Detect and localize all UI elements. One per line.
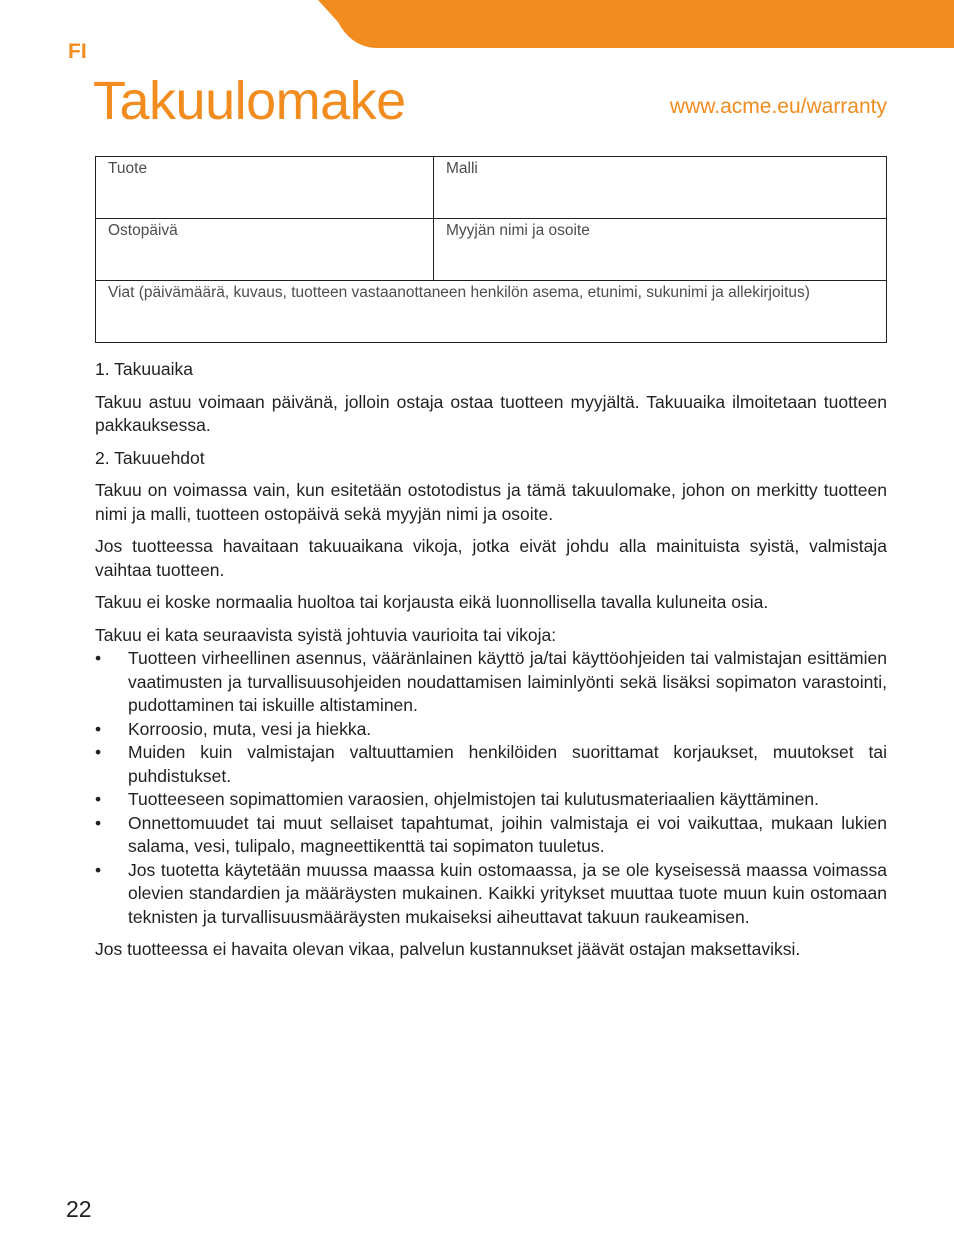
closing-paragraph: Jos tuotteessa ei havaita olevan vikaa, palvelun kustannukset jäävät ostajan maksettaviksi. — [95, 939, 801, 959]
header-orange-tab — [0, 0, 954, 50]
model-field[interactable]: Malli — [434, 157, 887, 219]
bullet-icon: • — [95, 789, 102, 809]
section1-heading: 1. Takuuaika — [95, 359, 193, 379]
defects-field[interactable]: Viat (päivämäärä, kuvaus, tuotteen vastaanottaneen henkilön asema, etunimi, sukunimi ja allekirjoitus) — [96, 281, 887, 343]
section2-heading: 2. Takuuehdot — [95, 447, 205, 468]
section2-paragraph-2: Jos tuotteessa havaitaan takuuaikana vikoja, jotka eivät johdu alla mainituista syistä, valmistaja vaihtaa tuotteen. — [95, 536, 887, 580]
exclusions-intro: Takuu ei kata seuraavista syistä johtuvia vaurioita tai vikoja: — [95, 624, 557, 645]
warranty-terms — [95, 358, 887, 971]
list-item: • Muiden kuin valmistajan valtuuttamien henkilöiden suorittamat korjaukset, muutokset tai puhdistukset. — [95, 742, 887, 786]
bullet-icon: • — [95, 859, 102, 880]
warranty-form-table — [95, 156, 887, 343]
seller-field[interactable]: Myyjän nimi ja osoite — [434, 219, 887, 281]
section2-paragraph-3: Takuu ei koske normaalia huoltoa tai korjausta eikä luonnollisella tavalla kuluneita osia. — [95, 592, 769, 612]
list-item: • Tuotteen virheellinen asennus, vääränlainen käyttö ja/tai käyttöohjeiden tai valmistajan esittämien vaatimusten ja turvallisuusohjeiden noudattamisen laiminlyönti sekä lisäksi sopimaton varastointi, pudottaminen tai iskuille altistaminen. — [95, 648, 887, 715]
bullet-icon: • — [95, 742, 102, 762]
list-item: • Jos tuotetta käytetään muussa maassa kuin ostomaassa, ja se ole kyseisessä maassa voimassa olevien standardien ja määräysten mukainen. Kaikki yritykset muuttaa tuote muun kuin ostomaan teknisten ja turvallisuusmääräysten mukaiseksi aiheuttavat takuun raukeamisen. — [95, 859, 887, 927]
product-field[interactable]: Tuote — [96, 157, 434, 219]
language-code: FI — [68, 40, 87, 63]
list-item: • Onnettomuudet tai muut sellaiset tapahtumat, joihin valmistaja ei voi vaikuttaa, mukaan lukien salama, vesi, tulipalo, magneettikenttä tai sopimaton tuuletus. — [95, 812, 887, 856]
list-item: • Tuotteeseen sopimattomien varaosien, ohjelmistojen tai kulutusmateriaalien käyttäminen. — [95, 788, 887, 812]
bullet-icon: • — [95, 718, 102, 739]
page-number: 22 — [66, 1196, 92, 1222]
bullet-icon: • — [95, 812, 102, 833]
warranty-url[interactable]: www.acme.eu/warranty — [669, 95, 887, 118]
page-title: Takuulomake — [93, 71, 406, 131]
list-item: • Korroosio, muta, vesi ja hiekka. — [95, 718, 887, 742]
section2-paragraph-1: Takuu on voimassa vain, kun esitetään ostotodistus ja tämä takuulomake, johon on merkitty tuotteen nimi ja malli, tuotteen ostopäivä sekä myyjän nimi ja osoite. — [95, 480, 887, 524]
exclusions-list — [95, 647, 887, 929]
section1-paragraph: Takuu astuu voimaan päivänä, jolloin ostaja ostaa tuotteen myyjältä. Takuuaika ilmoitetaan tuotteen pakkauksessa. — [95, 391, 887, 435]
bullet-icon: • — [95, 648, 102, 668]
purchase-date-field[interactable]: Ostopäivä — [96, 219, 434, 281]
